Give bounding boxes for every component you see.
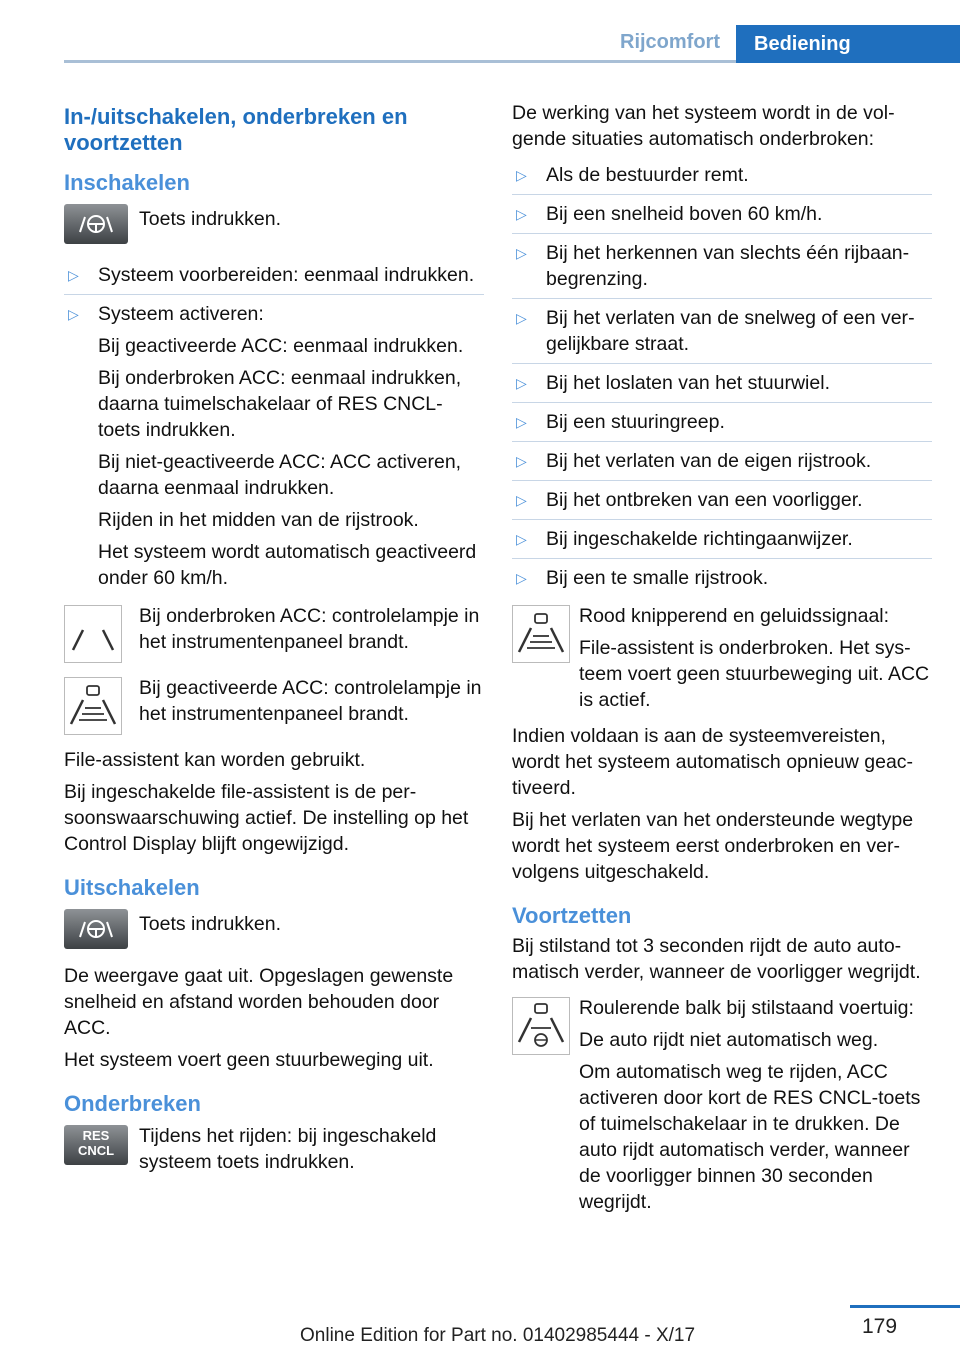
subheading-uitschakelen: Uitschakelen: [64, 875, 200, 900]
steering-assist-button-icon: [64, 909, 128, 949]
list-item-text: Bij het ontbreken van een voorligger.: [546, 489, 863, 511]
lamp-row-geactiveerd: [64, 675, 484, 737]
triangle-bullet-icon: ▷: [516, 453, 527, 469]
lamp-text-geactiveerd: Bij geactiveerde ACC: controlelampje in het instrumentenpaneel brandt.: [139, 677, 482, 725]
onderbreken-instruction: Tijdens het rijden: bij ingeschakeld systeem toets indrukken.: [139, 1125, 437, 1173]
cncl-label: CNCL: [77, 1143, 115, 1158]
res-cncl-button-icon: [64, 1125, 128, 1165]
onderbreken-button-row: [64, 1123, 484, 1181]
triangle-bullet-icon: ▷: [516, 167, 527, 183]
triangle-bullet-icon: ▷: [516, 570, 527, 586]
list-item-paragraph: Bij niet-geactiveerde ACC: ACC activeren, daarna eenmaal indrukken.: [98, 451, 462, 499]
list-item: [512, 162, 932, 195]
list-item-text: Bij een snelheid boven 60 km/h.: [546, 203, 823, 225]
lane-assist-interrupted-indicator-icon: [512, 605, 570, 663]
list-item-text: Bij het verlaten van de snelweg of een vergelijkbare straat.: [546, 307, 915, 355]
list-item-text: Bij een te smalle rijstrook.: [546, 567, 769, 589]
list-item-text: Als de bestuurder remt.: [546, 164, 749, 186]
lamp-roulerend-line1: Roulerende balk bij stilstaand voertuig:: [579, 997, 914, 1019]
list-item-text: Bij een stuuringreep.: [546, 411, 725, 433]
list-item: [512, 487, 932, 520]
paragraph: Het systeem voert geen stuurbeweging uit.: [64, 1049, 434, 1071]
lamp-roulerend-line3: Om automatisch weg te rijden, ACC activeren door kort de RES CNCL-toets of tuimelschakelaar in te drukken. De auto rijdt automatisch verder, wanneer de voorligger binnen 30 seconden wegrijdt.: [579, 1061, 921, 1213]
inschakelen-button-row: [64, 202, 484, 252]
paragraph: Indien voldaan is aan de systeemvereisten, wordt het systeem automatisch opnieuw geactiveerd.: [512, 725, 914, 799]
inschakelen-steps: [64, 262, 484, 597]
triangle-bullet-icon: ▷: [68, 267, 79, 283]
list-item-text: Bij het loslaten van het stuurwiel.: [546, 372, 830, 394]
triangle-bullet-icon: ▷: [516, 492, 527, 508]
lamp-row-roulerend: [512, 995, 932, 1215]
paragraph: Bij het verlaten van het ondersteunde wegtype wordt het systeem eerst onderbroken en vervolgens uitgeschakeld.: [512, 809, 914, 883]
res-label: RES: [82, 1128, 110, 1143]
interruption-conditions-list: [512, 162, 932, 597]
paragraph: Bij stilstand tot 3 seconden rijdt de auto automatisch verder, wanneer de voorligger wegrijdt.: [512, 935, 921, 983]
list-item: [512, 240, 932, 299]
tab-rijcomfort[interactable]: Rijcomfort: [606, 25, 734, 60]
paragraph: De weergave gaat uit. Opgeslagen gewenste snelheid en afstand worden behouden door ACC.: [64, 965, 454, 1039]
triangle-bullet-icon: ▷: [68, 306, 79, 322]
list-item: [512, 201, 932, 234]
lamp-row-red: [512, 603, 932, 713]
list-item: [512, 370, 932, 403]
triangle-bullet-icon: ▷: [516, 531, 527, 547]
list-item-text: Systeem activeren:: [98, 303, 264, 325]
list-item-text: Bij het herkennen van slechts één rijbaanbegrenzing.: [546, 242, 910, 290]
inschakelen-instruction: Toets indrukken.: [139, 208, 281, 230]
triangle-bullet-icon: ▷: [516, 245, 527, 261]
tab-bediening[interactable]: Bediening: [736, 25, 960, 63]
subheading-voortzetten: Voortzetten: [512, 903, 632, 928]
triangle-bullet-icon: ▷: [516, 206, 527, 222]
edition-footer: Online Edition for Part no. 01402985444 - X/17: [300, 1325, 696, 1346]
list-item: [512, 305, 932, 364]
subheading-onderbreken: Onderbreken: [64, 1091, 201, 1116]
triangle-bullet-icon: ▷: [516, 375, 527, 391]
paragraph: File-assistent kan worden gebruikt.: [64, 749, 366, 771]
lane-assist-active-indicator-icon: [64, 677, 122, 735]
list-item: [512, 526, 932, 559]
list-item-paragraph: Bij geactiveerde ACC: eenmaal indrukken.: [98, 335, 464, 357]
section-heading: In-/uitschakelen, onderbreken en voortzetten: [64, 104, 408, 155]
triangle-bullet-icon: ▷: [516, 310, 527, 326]
list-item: [64, 262, 484, 295]
lane-assist-standstill-indicator-icon: [512, 997, 570, 1055]
paragraph: De werking van het systeem wordt in de volgende situaties automatisch onderbroken:: [512, 102, 895, 150]
footer-rule: [850, 1305, 960, 1308]
list-item-paragraph: Rijden in het midden van de rijstrook.: [98, 509, 419, 531]
lamp-red-line2: File-assistent is onderbroken. Het systeem voert geen stuurbeweging uit. ACC is actief.: [579, 637, 930, 711]
lane-lines-indicator-icon: [64, 605, 122, 663]
uitschakelen-instruction: Toets indrukken.: [139, 913, 281, 935]
list-item: [512, 448, 932, 481]
list-item: [512, 565, 932, 597]
list-item-paragraph: Bij onderbroken ACC: eenmaal indrukken, daarna tuimelschakelaar of RES CNCL-toets indrukken.: [98, 367, 462, 441]
lamp-roulerend-line2: De auto rijdt niet automatisch weg.: [579, 1029, 879, 1051]
list-item-paragraph: Het systeem wordt automatisch geactiveerd onder 60 km/h.: [98, 541, 477, 589]
right-column: [512, 100, 932, 1225]
paragraph: Bij ingeschakelde file-assistent is de persoonswaarschuwing actief. De instelling op het Control Display blijft ongewijzigd.: [64, 781, 469, 855]
list-item-text: Bij ingeschakelde richtingaanwijzer.: [546, 528, 853, 550]
steering-assist-button-icon: [64, 204, 128, 244]
list-item: [512, 409, 932, 442]
list-item-text: Systeem voorbereiden: eenmaal indrukken.: [98, 264, 475, 286]
triangle-bullet-icon: ▷: [516, 414, 527, 430]
left-column: [64, 100, 484, 1191]
lamp-text-onderbroken: Bij onderbroken ACC: controlelampje in het instrumentenpaneel brandt.: [139, 605, 480, 653]
lamp-red-line1: Rood knipperend en geluidssignaal:: [579, 605, 890, 627]
uitschakelen-button-row: [64, 907, 484, 953]
list-item: [64, 301, 484, 597]
lamp-row-onderbroken: [64, 603, 484, 665]
list-item-text: Bij het verlaten van de eigen rijstrook.: [546, 450, 872, 472]
page-number: 179: [862, 1315, 898, 1338]
subheading-inschakelen: Inschakelen: [64, 170, 190, 195]
